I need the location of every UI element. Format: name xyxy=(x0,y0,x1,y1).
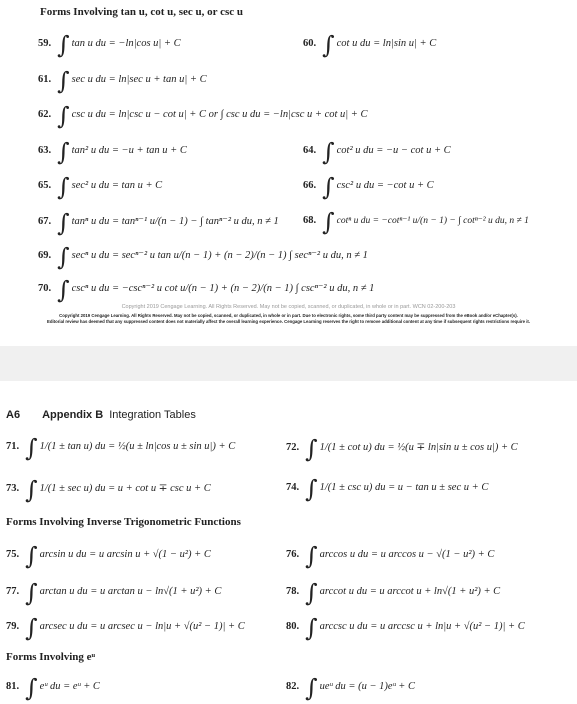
formula-67: 67. ∫ tanⁿ u du = tanⁿ⁻¹ u/(n − 1) − ∫ tanⁿ⁻² u du, n ≠ 1 xyxy=(38,209,279,237)
page-lower xyxy=(0,381,577,704)
section-title-inverse-trig: Forms Involving Inverse Trigonometric Functions xyxy=(6,516,241,528)
appendix-label: Appendix B xyxy=(42,409,104,421)
page-number: A6 xyxy=(6,409,21,421)
formula-61: 61. ∫ sec u du = ln|sec u + tan u| + C xyxy=(38,67,207,95)
formula-79: 79. ∫ arcsec u du = u arcsec u − ln|u + √(u² − 1)| + C xyxy=(6,614,245,642)
formula-62: 62. ∫ csc u du = ln|csc u − cot u| + C or ∫ csc u du = −ln|csc u + cot u| + C xyxy=(38,102,368,130)
formula-66: 66. ∫ csc² u du = −cot u + C xyxy=(303,173,434,201)
formula-71: 71. ∫ 1/(1 ± tan u) du = ½(u ± ln|cos u ± sin u|) + C xyxy=(6,434,236,462)
page-upper xyxy=(0,0,577,346)
formula-60: 60. ∫ cot u du = ln|sin u| + C xyxy=(303,31,437,59)
formula-65: 65. ∫ sec² u du = tan u + C xyxy=(38,173,163,201)
appendix-title: Integration Tables xyxy=(109,409,196,421)
formula-63: 63. ∫ tan² u du = −u + tan u + C xyxy=(38,138,187,166)
formula-69: 69. ∫ secⁿ u du = secⁿ⁻² u tan u/(n − 1) + (n − 2)/(n − 1) ∫ secⁿ⁻² u du, n ≠ 1 xyxy=(38,243,368,271)
formula-68: 68. ∫ cotⁿ u du = −cotⁿ⁻¹ u/(n − 1) − ∫ cotⁿ⁻² u du, n ≠ 1 xyxy=(303,208,529,236)
formula-73: 73. ∫ 1/(1 ± sec u) du = u + cot u ∓ csc u + C xyxy=(6,476,211,504)
formula-76: 76. ∫ arccos u du = u arccos u − √(1 − u²) + C xyxy=(286,542,495,570)
formula-82: 82. ∫ ueᵘ du = (u − 1)eᵘ + C xyxy=(286,674,415,702)
section-title-trig: Forms Involving tan u, cot u, sec u, or csc u xyxy=(40,6,243,18)
formula-77: 77. ∫ arctan u du = u arctan u − ln√(1 + u²) + C xyxy=(6,579,222,607)
formula-75: 75. ∫ arcsin u du = u arcsin u + √(1 − u²) + C xyxy=(6,542,211,570)
formula-64: 64. ∫ cot² u du = −u − cot u + C xyxy=(303,138,451,166)
formula-81: 81. ∫ eᵘ du = eᵘ + C xyxy=(6,674,100,702)
formula-80: 80. ∫ arccsc u du = u arccsc u + ln|u + √(u² − 1)| + C xyxy=(286,614,525,642)
copyright-notice-line2: Editorial review has deemed that any suppressed content does not materially affect the overall learning experience. Cengage Learning reserves the right to remove additional content at any time if subsequent rights restrictions require it. xyxy=(46,319,531,324)
formula-72: 72. ∫ 1/(1 ± cot u) du = ½(u ∓ ln|sin u ± cos u|) + C xyxy=(286,435,518,463)
page-header xyxy=(6,409,196,421)
formula-78: 78. ∫ arccot u du = u arccot u + ln√(1 + u²) + C xyxy=(286,579,501,607)
formula-74: 74. ∫ 1/(1 ± csc u) du = u − tan u ± sec u + C xyxy=(286,475,489,503)
section-title-exponential: Forms Involving eᵘ xyxy=(6,651,96,663)
formula-70: 70. ∫ cscⁿ u du = −cscⁿ⁻² u cot u/(n − 1) + (n − 2)/(n − 1) ∫ cscⁿ⁻² u du, n ≠ 1 xyxy=(38,276,375,304)
copyright-footer: Copyright 2019 Cengage Learning. All Rights Reserved. May not be copied, scanned, or duplicated, in whole or in part. WCN 02-200-203 xyxy=(121,304,456,310)
copyright-notice-line1: Copyright 2019 Cengage Learning. All Rights Reserved. May not be copied, scanned, or duplicated, in whole or in part. Due to electronic rights, some third party content may be suppressed from the eBook and/or eChapter(s). xyxy=(59,313,518,318)
formula-59: 59. ∫ tan u du = −ln|cos u| + C xyxy=(38,31,181,59)
page-divider xyxy=(0,346,577,381)
